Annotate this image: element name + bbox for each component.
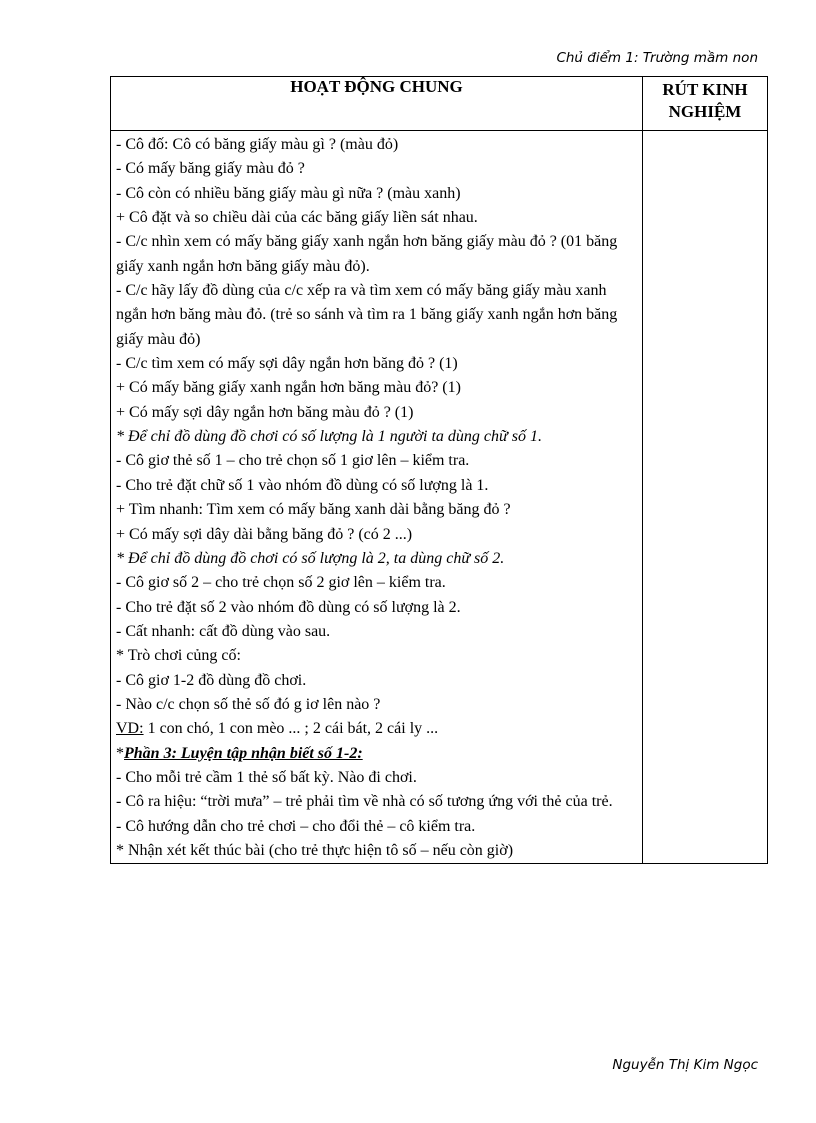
content-line: - Cô đố: Cô có băng giấy màu gì ? (màu đỏ) — [116, 136, 399, 153]
section-heading — [116, 742, 638, 766]
column-header-activity: HOẠT ĐỘNG CHUNG — [111, 77, 643, 131]
content-line: - Có mấy băng giấy màu đỏ ? — [116, 160, 305, 178]
content-line: - Cô giơ thẻ số 1 – cho trẻ chọn số 1 giơ lên – kiểm tra. — [116, 452, 470, 470]
column-header-review — [643, 77, 768, 131]
author-footer: Nguyễn Thị Kim Ngọc — [612, 1057, 758, 1073]
content-line: * Để chỉ đồ dùng đồ chơi có số lượng là 1 người ta dùng chữ số 1. — [116, 428, 542, 446]
content-line: - Cô ra hiệu: “trời mưa” – trẻ phải tìm về nhà có số tương ứng với thẻ của trẻ. — [116, 793, 613, 811]
content-line: - Cho trẻ đặt chữ số 1 vào nhóm đồ dùng có số lượng là 1. — [116, 476, 489, 494]
content-line: + Có mấy sợi dây dài bằng băng đỏ ? (có 2 ...) — [116, 525, 413, 543]
review-notes-cell — [643, 131, 768, 864]
content-line: - Cô giơ số 2 – cho trẻ chọn số 2 giơ lên – kiểm tra. — [116, 574, 446, 592]
content-line: - Cho mỗi trẻ cầm 1 thẻ số bất kỳ. Nào đi chơi. — [116, 768, 417, 786]
content-line: - Cô còn có nhiều băng giấy màu gì nữa ? (màu xanh) — [116, 184, 461, 202]
content-line: - Cô giơ 1-2 đồ dùng đồ chơi. — [116, 671, 307, 689]
content-line: - Nào c/c chọn số thẻ số đó g iơ lên nào ? — [116, 695, 381, 713]
table-body-row — [111, 131, 768, 864]
content-line: - C/c hãy lấy đồ dùng của c/c xếp ra và tìm xem có mấy băng giấy màu xanh ngắn hơn băng màu đỏ. (trẻ so sánh và tìm ra 1 băng giấy xanh ngắn hơn băng giấy màu đỏ) — [116, 282, 618, 348]
topic-header: Chủ điểm 1: Trường mầm non — [556, 50, 758, 66]
table-header-row — [111, 77, 768, 131]
content-line: - Cho trẻ đặt số 2 vào nhóm đồ dùng có số lượng là 2. — [116, 598, 461, 616]
content-line: + Có mấy băng giấy xanh ngắn hơn băng màu đỏ? (1) — [116, 379, 461, 397]
section-title: Phần 3: Luyện tập nhận biết số 1-2: — [124, 744, 363, 762]
column-header-review-line1: RÚT KINH — [662, 80, 748, 99]
content-line: * Trò chơi củng cố: — [116, 647, 241, 665]
content-line: + Có mấy sợi dây ngắn hơn băng màu đỏ ? (1) — [116, 403, 414, 421]
activity-table — [110, 76, 768, 864]
content-line: * Nhận xét kết thúc bài (cho trẻ thực hiện tô số – nếu còn giờ) — [116, 841, 514, 859]
content-line: + Cô đặt và so chiều dài của các băng giấy liền sát nhau. — [116, 209, 478, 227]
content-line: - Cất nhanh: cất đồ dùng vào sau. — [116, 622, 331, 640]
content-line: * Để chỉ đồ dùng đồ chơi có số lượng là 2, ta dùng chữ số 2. — [116, 549, 505, 567]
content-line: - Cô hướng dẫn cho trẻ chơi – cho đổi thẻ – cô kiểm tra. — [116, 817, 476, 835]
example-text: 1 con chó, 1 con mèo ... ; 2 cái bát, 2 cái ly ... — [143, 720, 439, 738]
example-label: VD: — [116, 720, 144, 738]
content-line: - C/c tìm xem có mấy sợi dây ngắn hơn băng đỏ ? (1) — [116, 355, 458, 373]
section-star: * — [116, 744, 124, 762]
activity-content-cell — [111, 131, 643, 864]
example-line — [116, 717, 638, 741]
content-line: + Tìm nhanh: Tìm xem có mấy băng xanh dài bằng băng đỏ ? — [116, 501, 511, 519]
column-header-review-line2: NGHIỆM — [668, 102, 742, 121]
content-line: - C/c nhìn xem có mấy băng giấy xanh ngắn hơn băng giấy màu đỏ ? (01 băng giấy xanh ngắn hơn băng giấy màu đỏ). — [116, 233, 618, 275]
